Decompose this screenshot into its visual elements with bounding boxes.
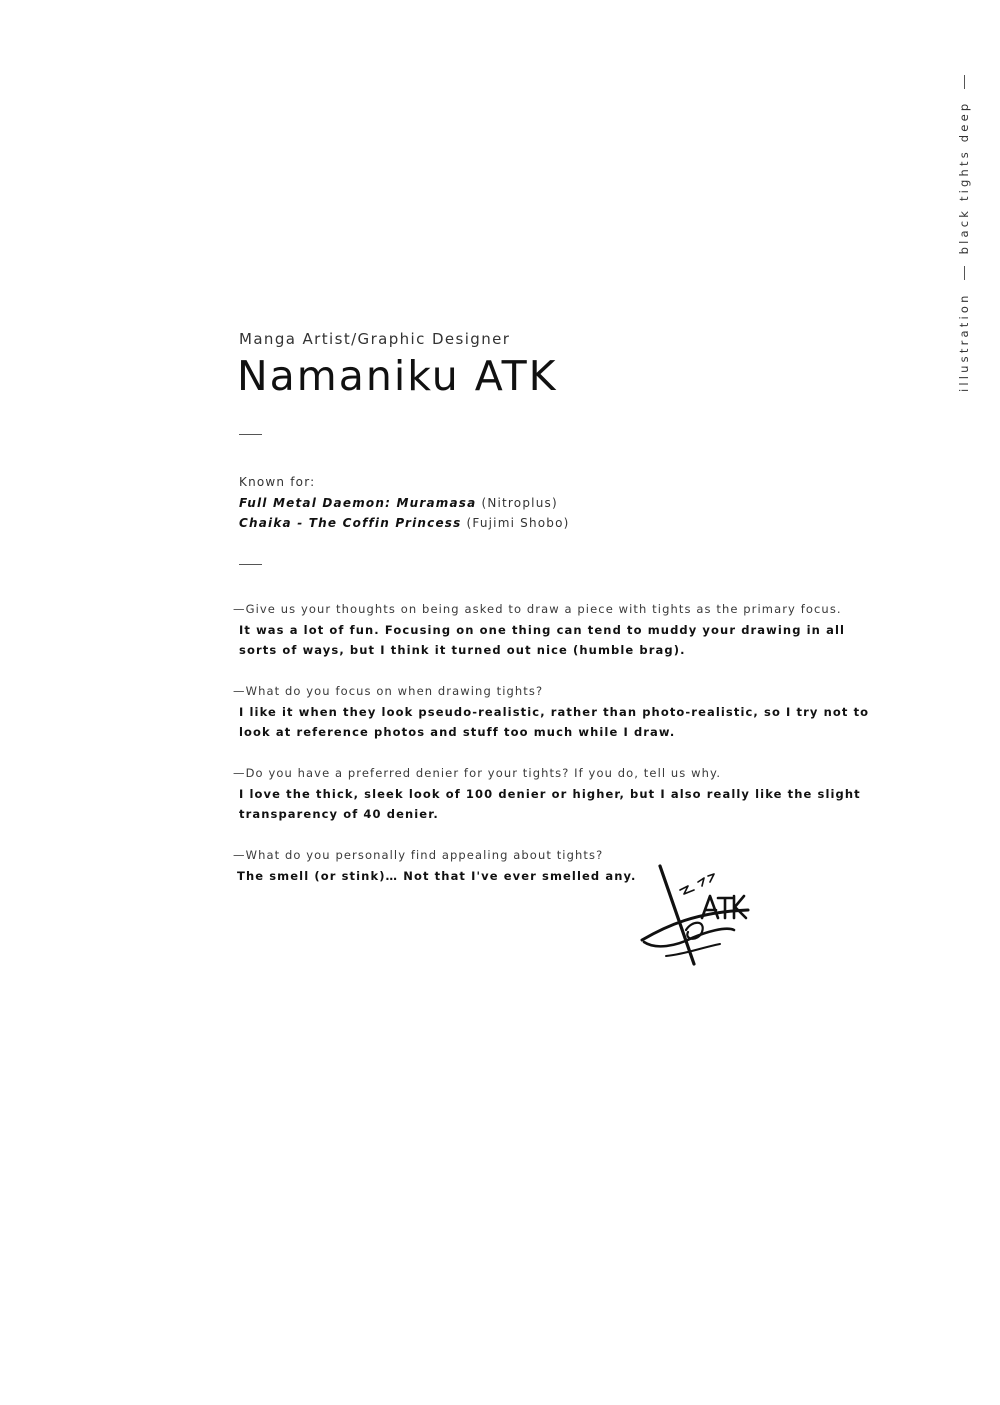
sidebar-series: black tights deep (957, 100, 971, 255)
work-title: Chaika - The Coffin Princess (239, 516, 462, 530)
known-for-item (239, 513, 570, 534)
interview-answer: I like it when they look pseudo-realistic, rather than photo-realistic, so I try not to look at reference photos and stuff too much while I draw. (239, 704, 870, 739)
artist-role: Manga Artist/Graphic Designer (239, 330, 511, 348)
artist-name: Namaniku ATK (237, 352, 558, 400)
known-for-label: Known for: (239, 475, 316, 489)
interview-question: —What do you focus on when drawing tights? (233, 684, 544, 698)
interview-item (233, 763, 873, 825)
work-title: Full Metal Daemon: Muramasa (239, 495, 477, 510)
known-for-item (239, 493, 570, 514)
work-publisher: (Nitroplus) (481, 495, 558, 510)
artist-signature (636, 860, 756, 970)
sidebar-separator (964, 266, 965, 280)
divider-bottom (239, 564, 262, 565)
interview-item (233, 845, 873, 886)
interview-question: —Do you have a preferred denier for your tights? If you do, tell us why. (233, 766, 722, 780)
interview-question: —What do you personally find appealing about tights? (233, 848, 604, 862)
interview-answer: I love the thick, sleek look of 100 denier or higher, but I also really like the slight transparency of 40 denier. (239, 786, 861, 821)
interview-answer: The smell (or stink)… Not that I've ever smelled any. (237, 868, 637, 883)
sidebar-section: illustration (957, 292, 971, 392)
interview-question: —Give us your thoughts on being asked to draw a piece with tights as the primary focus. (233, 602, 842, 616)
known-for-block (239, 472, 570, 534)
side-running-header (952, 76, 976, 392)
divider-top (239, 434, 262, 435)
interview-item (233, 599, 873, 661)
sidebar-separator (964, 75, 965, 89)
interview-answer: It was a lot of fun. Focusing on one thing can tend to muddy your drawing in all sorts of ways, but I think it turned out nice (humble brag). (239, 622, 846, 657)
work-publisher: (Fujimi Shobo) (466, 516, 570, 530)
interview-item (233, 681, 873, 743)
